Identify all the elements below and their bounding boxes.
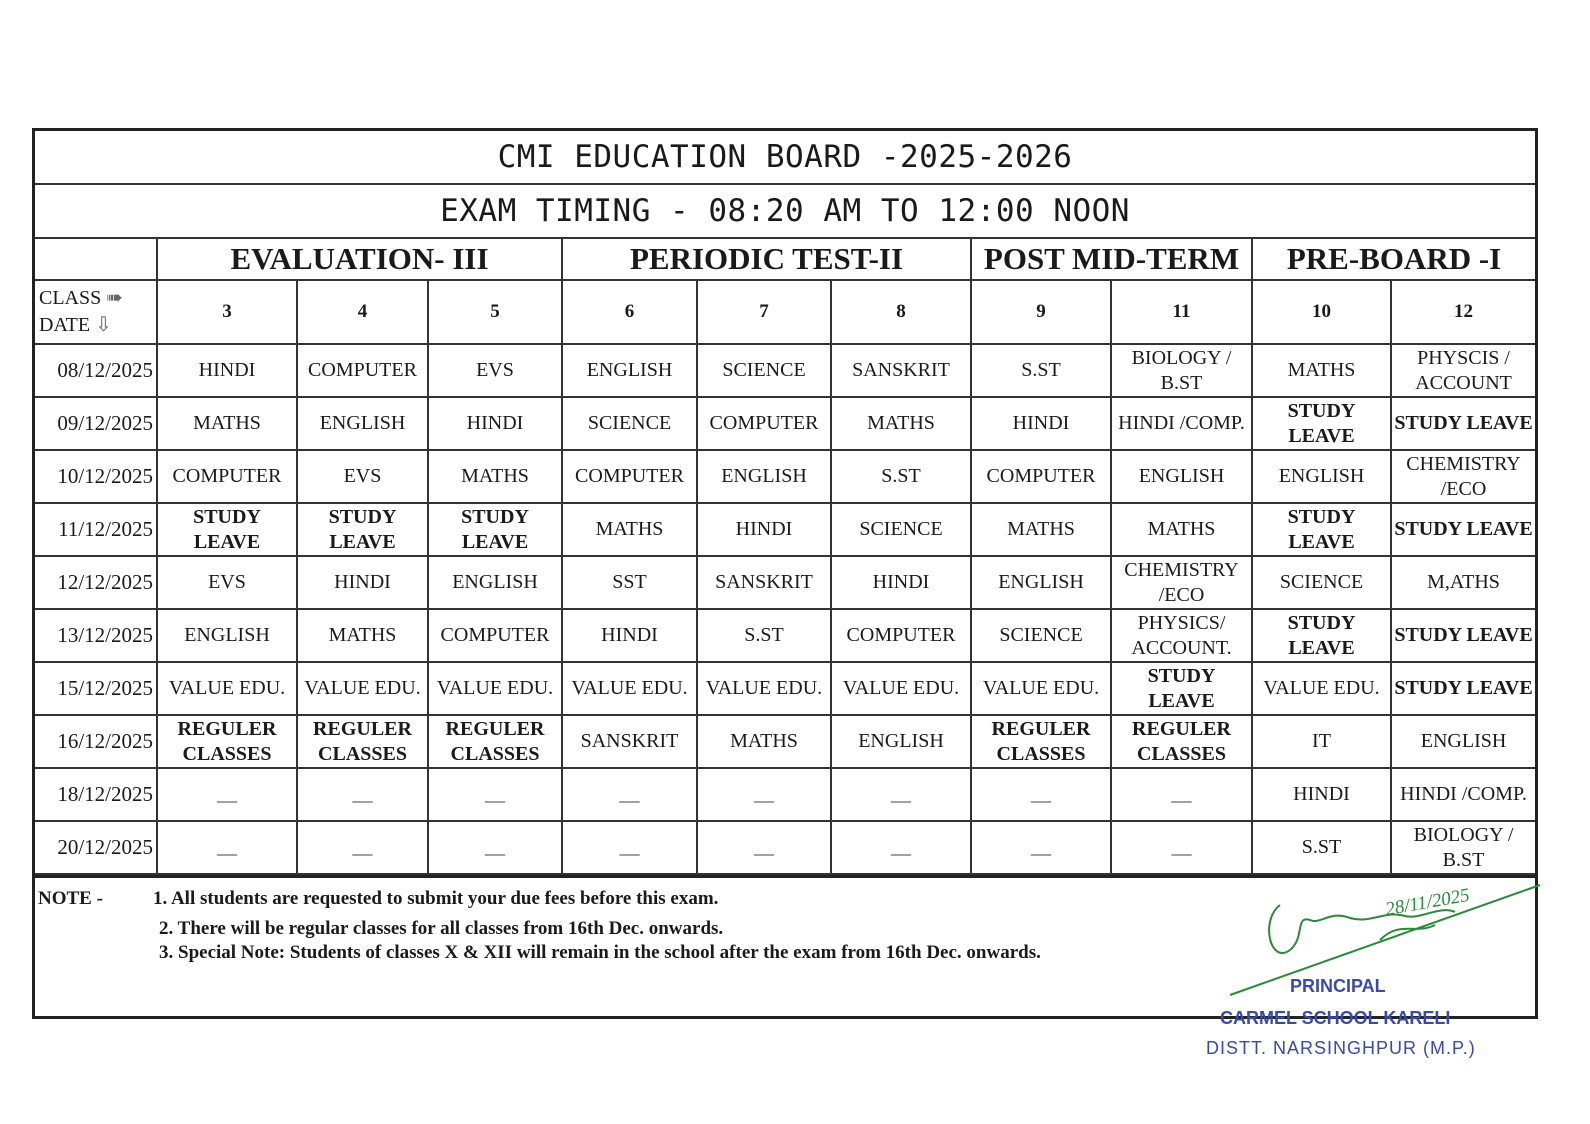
exam-date-cell: 11/12/2025 — [35, 503, 157, 556]
exam-date-cell: 20/12/2025 — [35, 821, 157, 874]
subject-cell: SCIENCE — [697, 344, 831, 397]
classes-row — [35, 280, 1535, 344]
subject-cell: EVS — [297, 450, 428, 503]
subject-cell: REGULER CLASSES — [428, 715, 562, 768]
subject-cell: HINDI — [971, 397, 1111, 450]
subject-cell: CHEMISTRY /ECO — [1111, 556, 1252, 609]
date-label: DATE — [39, 314, 91, 336]
subject-cell: VALUE EDU. — [971, 662, 1111, 715]
subject-cell: BIOLOGY / B.ST — [1111, 344, 1252, 397]
subject-cell: HINDI — [562, 609, 697, 662]
subject-cell: __ — [428, 768, 562, 821]
down-arrow-icon: ⇩ — [95, 314, 112, 336]
subject-cell: VALUE EDU. — [297, 662, 428, 715]
exam-date-cell: 08/12/2025 — [35, 344, 157, 397]
note-item: 2. There will be regular classes for all classes from 16th Dec. onwards. — [159, 918, 724, 939]
subject-cell: COMPUTER — [971, 450, 1111, 503]
class-header-cell: 12 — [1391, 280, 1535, 344]
subject-cell: MATHS — [157, 397, 297, 450]
subject-cell: MATHS — [831, 397, 971, 450]
subject-cell: S.ST — [1252, 821, 1391, 874]
groups-corner-cell — [35, 238, 157, 280]
subject-cell: COMPUTER — [697, 397, 831, 450]
subject-cell: STUDY LEAVE — [297, 503, 428, 556]
subject-cell: ENGLISH — [831, 715, 971, 768]
subject-cell: ENGLISH — [562, 344, 697, 397]
subject-cell: STUDY LEAVE — [1252, 503, 1391, 556]
subject-cell: S.ST — [697, 609, 831, 662]
class-header-cell: 8 — [831, 280, 971, 344]
subject-cell: VALUE EDU. — [157, 662, 297, 715]
note-item: 3. Special Note: Students of classes X & XII will remain in the school after the exam from 16th Dec. onwards. — [159, 942, 1041, 963]
subject-cell: __ — [971, 768, 1111, 821]
principal-signature-stamp — [1200, 880, 1570, 1060]
subject-cell: ENGLISH — [157, 609, 297, 662]
subject-cell: PHYSICS/ ACCOUNT. — [1111, 609, 1252, 662]
subject-cell: COMPUTER — [428, 609, 562, 662]
subject-cell: COMPUTER — [297, 344, 428, 397]
subject-cell: HINDI — [297, 556, 428, 609]
subject-cell: STUDY LEAVE — [1391, 503, 1535, 556]
subject-cell: STUDY LEAVE — [1252, 609, 1391, 662]
schedule-row — [35, 768, 1535, 821]
subject-cell: MATHS — [971, 503, 1111, 556]
schedule-row — [35, 609, 1535, 662]
subject-cell: __ — [697, 821, 831, 874]
exam-timing: EXAM TIMING - 08:20 AM TO 12:00 NOON — [35, 184, 1535, 238]
subject-cell: EVS — [428, 344, 562, 397]
subject-cell: COMPUTER — [831, 609, 971, 662]
subject-cell: __ — [562, 768, 697, 821]
class-header-cell: 6 — [562, 280, 697, 344]
group-periodic-test-ii: PERIODIC TEST-II — [562, 238, 971, 280]
schedule-row — [35, 556, 1535, 609]
subject-cell: HINDI /COMP. — [1391, 768, 1535, 821]
board-title: CMI EDUCATION BOARD -2025-2026 — [35, 131, 1535, 184]
stamp-school: CARMEL SCHOOL KARELI — [1220, 1008, 1451, 1028]
subject-cell: ENGLISH — [1391, 715, 1535, 768]
subject-cell: MATHS — [297, 609, 428, 662]
subject-cell: BIOLOGY / B.ST — [1391, 821, 1535, 874]
subject-cell: SANSKRIT — [831, 344, 971, 397]
stamp-district: DISTT. NARSINGHPUR (M.P.) — [1206, 1038, 1476, 1058]
board-title-row — [35, 131, 1535, 184]
class-header-cell: 9 — [971, 280, 1111, 344]
subject-cell: SANSKRIT — [697, 556, 831, 609]
subject-cell: STUDY LEAVE — [1111, 662, 1252, 715]
subject-cell: ENGLISH — [971, 556, 1111, 609]
class-header-cell: 7 — [697, 280, 831, 344]
subject-cell: VALUE EDU. — [831, 662, 971, 715]
subject-cell: ENGLISH — [1252, 450, 1391, 503]
exam-date-cell: 13/12/2025 — [35, 609, 157, 662]
subject-cell: ENGLISH — [697, 450, 831, 503]
subject-cell: HINDI — [157, 344, 297, 397]
subject-cell: HINDI — [428, 397, 562, 450]
subject-cell: SCIENCE — [562, 397, 697, 450]
subject-cell: __ — [157, 768, 297, 821]
subject-cell: VALUE EDU. — [697, 662, 831, 715]
subject-cell: REGULER CLASSES — [297, 715, 428, 768]
subject-cell: CHEMISTRY /ECO — [1391, 450, 1535, 503]
schedule-row — [35, 821, 1535, 874]
class-header-cell: 3 — [157, 280, 297, 344]
exam-date-cell: 18/12/2025 — [35, 768, 157, 821]
exam-groups-row — [35, 238, 1535, 280]
subject-cell: __ — [562, 821, 697, 874]
class-date-corner — [35, 280, 157, 344]
group-pre-board-i: PRE-BOARD -I — [1252, 238, 1535, 280]
exam-date-cell: 10/12/2025 — [35, 450, 157, 503]
exam-date-cell: 16/12/2025 — [35, 715, 157, 768]
note-item: 1. All students are requested to submit your due fees before this exam. — [153, 888, 719, 909]
signature-date: 28/11/2025 — [1383, 884, 1472, 921]
subject-cell: SCIENCE — [1252, 556, 1391, 609]
subject-cell: M,ATHS — [1391, 556, 1535, 609]
subject-cell: HINDI — [831, 556, 971, 609]
subject-cell: VALUE EDU. — [562, 662, 697, 715]
subject-cell: __ — [157, 821, 297, 874]
subject-cell: SST — [562, 556, 697, 609]
exam-date-cell: 12/12/2025 — [35, 556, 157, 609]
subject-cell: MATHS — [428, 450, 562, 503]
class-header-cell: 4 — [297, 280, 428, 344]
subject-cell: STUDY LEAVE — [1391, 397, 1535, 450]
subject-cell: ENGLISH — [428, 556, 562, 609]
subject-cell: __ — [697, 768, 831, 821]
subject-cell: PHYSCIS / ACCOUNT — [1391, 344, 1535, 397]
subject-cell: IT — [1252, 715, 1391, 768]
subject-cell: SANSKRIT — [562, 715, 697, 768]
group-post-mid-term: POST MID-TERM — [971, 238, 1252, 280]
schedule-row — [35, 715, 1535, 768]
subject-cell: ENGLISH — [1111, 450, 1252, 503]
exam-date-cell: 09/12/2025 — [35, 397, 157, 450]
subject-cell: __ — [1111, 768, 1252, 821]
subject-cell: STUDY LEAVE — [1391, 662, 1535, 715]
class-label: CLASS — [39, 287, 102, 309]
subject-cell: STUDY LEAVE — [1252, 397, 1391, 450]
subject-cell: VALUE EDU. — [428, 662, 562, 715]
subject-cell: S.ST — [971, 344, 1111, 397]
class-header-cell: 5 — [428, 280, 562, 344]
subject-cell: ENGLISH — [297, 397, 428, 450]
group-evaluation-iii: EVALUATION- III — [157, 238, 562, 280]
subject-cell: __ — [428, 821, 562, 874]
class-header-cell: 11 — [1111, 280, 1252, 344]
exam-schedule-table — [35, 131, 1535, 875]
subject-cell: __ — [831, 821, 971, 874]
note-label: NOTE - — [38, 888, 103, 909]
subject-cell: REGULER CLASSES — [971, 715, 1111, 768]
subject-cell: __ — [971, 821, 1111, 874]
class-header-cell: 10 — [1252, 280, 1391, 344]
subject-cell: MATHS — [1252, 344, 1391, 397]
subject-cell: REGULER CLASSES — [157, 715, 297, 768]
exam-date-cell: 15/12/2025 — [35, 662, 157, 715]
subject-cell: S.ST — [831, 450, 971, 503]
subject-cell: __ — [831, 768, 971, 821]
stamp-title: PRINCIPAL — [1290, 976, 1386, 996]
subject-cell: STUDY LEAVE — [1391, 609, 1535, 662]
subject-cell: REGULER CLASSES — [1111, 715, 1252, 768]
schedule-row — [35, 503, 1535, 556]
subject-cell: MATHS — [562, 503, 697, 556]
subject-cell: HINDI — [1252, 768, 1391, 821]
subject-cell: HINDI — [697, 503, 831, 556]
schedule-row — [35, 450, 1535, 503]
schedule-row — [35, 397, 1535, 450]
subject-cell: COMPUTER — [157, 450, 297, 503]
exam-timing-row — [35, 184, 1535, 238]
subject-cell: HINDI /COMP. — [1111, 397, 1252, 450]
subject-cell: __ — [297, 768, 428, 821]
subject-cell: EVS — [157, 556, 297, 609]
subject-cell: STUDY LEAVE — [428, 503, 562, 556]
subject-cell: MATHS — [697, 715, 831, 768]
subject-cell: SCIENCE — [831, 503, 971, 556]
schedule-row — [35, 662, 1535, 715]
subject-cell: __ — [1111, 821, 1252, 874]
right-arrow-icon: ➠ — [106, 287, 124, 309]
subject-cell: COMPUTER — [562, 450, 697, 503]
subject-cell: SCIENCE — [971, 609, 1111, 662]
subject-cell: MATHS — [1111, 503, 1252, 556]
subject-cell: __ — [297, 821, 428, 874]
subject-cell: VALUE EDU. — [1252, 662, 1391, 715]
subject-cell: STUDY LEAVE — [157, 503, 297, 556]
schedule-row — [35, 344, 1535, 397]
